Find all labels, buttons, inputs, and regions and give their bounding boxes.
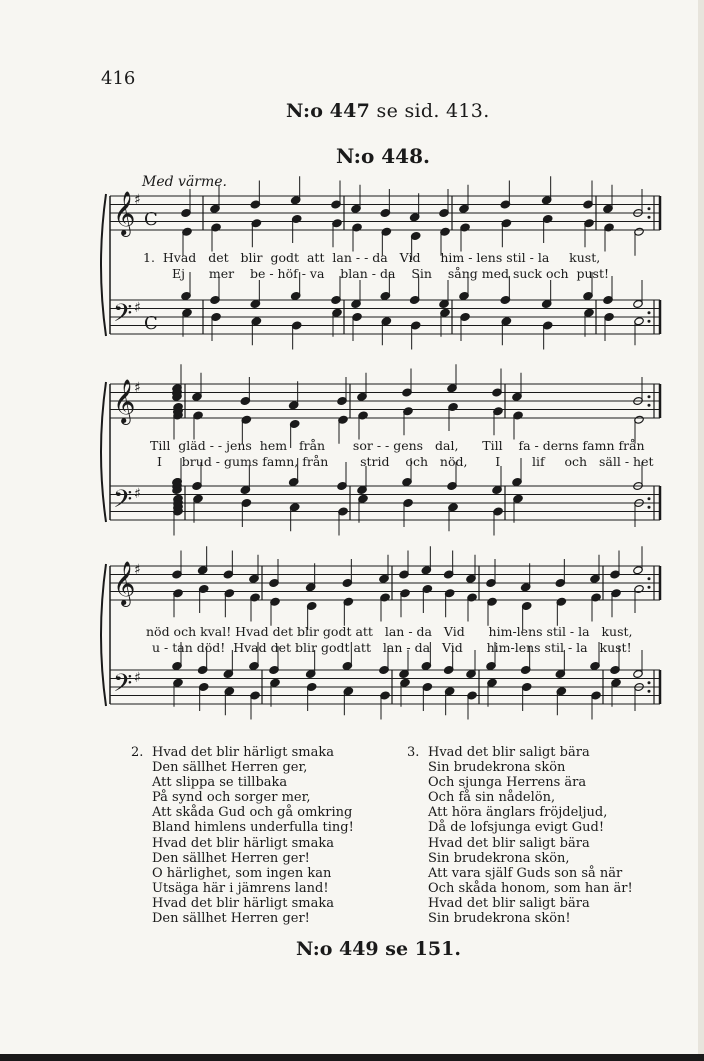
ref-top-suffix: se sid. 413. xyxy=(376,100,490,122)
system3-treble-clef: 𝄞 xyxy=(113,561,136,605)
system2-bass-clef: 𝄢 xyxy=(113,485,133,520)
verse-line: Den sällhet Herren ger! xyxy=(152,911,310,927)
ref-top-number: 447 xyxy=(329,100,371,122)
verse-line: Att slippa se tillbaka xyxy=(152,775,288,791)
tempo-marking: Med värme. xyxy=(142,174,227,190)
verse-line: Den sällhet Herren ger, xyxy=(152,760,308,776)
verse-line: Och få sin nådelön, xyxy=(428,790,556,806)
verse-line: Hvad det blir saligt bära xyxy=(428,895,590,911)
system2-repeat-dot xyxy=(648,404,651,407)
verse-line: O härlighet, som ingen kan xyxy=(152,865,332,881)
verse-number: 3. xyxy=(407,745,420,760)
verse-line: Sin brudekrona skön! xyxy=(428,911,571,927)
verse-line: Sin brudekrona skön, xyxy=(428,850,570,866)
system2-treble-clef: 𝄞 xyxy=(113,379,136,423)
hymn-cross-reference-bottom: N:o 449 se 151. xyxy=(296,938,461,960)
system3-repeat-dot xyxy=(648,690,651,693)
verse-line: Då de lofsjunga evigt Gud! xyxy=(428,820,605,836)
page-number: 416 xyxy=(101,68,136,89)
system3-repeat-dot xyxy=(648,681,651,684)
lyric-system3-line2: u - tan död! Hvad det blir godt att lan - da Vid him-lens stil - la kust! xyxy=(152,640,632,655)
lyric-system2-line2: I brud - gums famn, från strid och nöd, I lif och säll - het xyxy=(157,454,654,469)
system1-repeat-dot xyxy=(648,216,651,219)
system3-treble-sharp: ♯ xyxy=(134,562,141,578)
verse-line: Att vara själf Guds son så när xyxy=(428,865,623,881)
system2-repeat-dot xyxy=(648,506,651,509)
verse-number: 2. xyxy=(131,745,144,760)
page-edge-bottom xyxy=(0,1054,704,1061)
ref-top-prefix: N:o xyxy=(286,100,324,122)
system1-treble-clef: 𝄞 xyxy=(113,191,136,235)
verse-line: Att skåda Gud och gå omkring xyxy=(152,805,353,821)
verse-line: Och skåda honom, som han är! xyxy=(428,880,633,896)
verse-line: Sin brudekrona skön xyxy=(428,760,566,776)
system2-repeat-dot xyxy=(648,395,651,398)
verse-line: Hvad det blir saligt bära xyxy=(428,835,590,851)
system2-treble-sharp: ♯ xyxy=(134,380,141,396)
lyric-system2-line1: Till gläd - - jens hem från sor - - gens dal, Till fa - derns famn från xyxy=(150,438,645,453)
verse-3 xyxy=(407,745,633,927)
system3-repeat-dot xyxy=(648,577,651,580)
hymn-title-number: N:o 448. xyxy=(336,144,430,168)
verse-line: Och sjunga Herrens ära xyxy=(428,775,587,791)
system1-repeat-dot xyxy=(648,207,651,210)
verse-line: Att höra änglars fröjdeljud, xyxy=(428,805,608,821)
verse-2 xyxy=(131,745,354,927)
verse-line: På synd och sorger mer, xyxy=(152,790,311,806)
system2-bass-sharp: ♯ xyxy=(134,486,141,502)
system3-repeat-dot xyxy=(648,586,651,589)
verse-line: Utsäga här i jämrens land! xyxy=(152,880,329,896)
system2-brace xyxy=(101,382,106,522)
lyric-system3-line1: nöd och kval! Hvad det blir godt att lan - da Vid him-lens stil - la kust, xyxy=(146,624,633,639)
verse-line: Den sällhet Herren ger! xyxy=(152,850,310,866)
treble-time-signature: C xyxy=(144,209,158,230)
verse-line: Hvad det blir härligt smaka xyxy=(152,895,334,911)
system1-bass-clef: 𝄢 xyxy=(113,299,133,334)
system3-bass-clef: 𝄢 xyxy=(113,669,133,704)
system2-repeat-dot xyxy=(648,497,651,500)
system1-bass-sharp: ♯ xyxy=(134,300,141,316)
lyric-system1-line2: Ej mer be - höf - va blan - da Sin sång med suck och pust! xyxy=(172,266,610,281)
system3-bass-sharp: ♯ xyxy=(134,670,141,686)
bass-time-signature: C xyxy=(144,313,158,334)
system1-brace xyxy=(101,194,106,336)
lyric-system1-line1: 1. Hvad det blir godt att lan - - da Vid him - lens stil - la kust, xyxy=(143,250,601,265)
system1-treble-sharp: ♯ xyxy=(134,192,141,208)
system1-repeat-dot xyxy=(648,320,651,323)
verse-line: Bland himlens underfulla ting! xyxy=(152,820,354,836)
verse-line: Hvad det blir saligt bära xyxy=(428,745,590,760)
verse-line: Hvad det blir härligt smaka xyxy=(152,835,334,851)
system3-brace xyxy=(101,564,106,706)
system1-repeat-dot xyxy=(648,311,651,314)
verse-line: Hvad det blir härligt smaka xyxy=(152,745,334,760)
